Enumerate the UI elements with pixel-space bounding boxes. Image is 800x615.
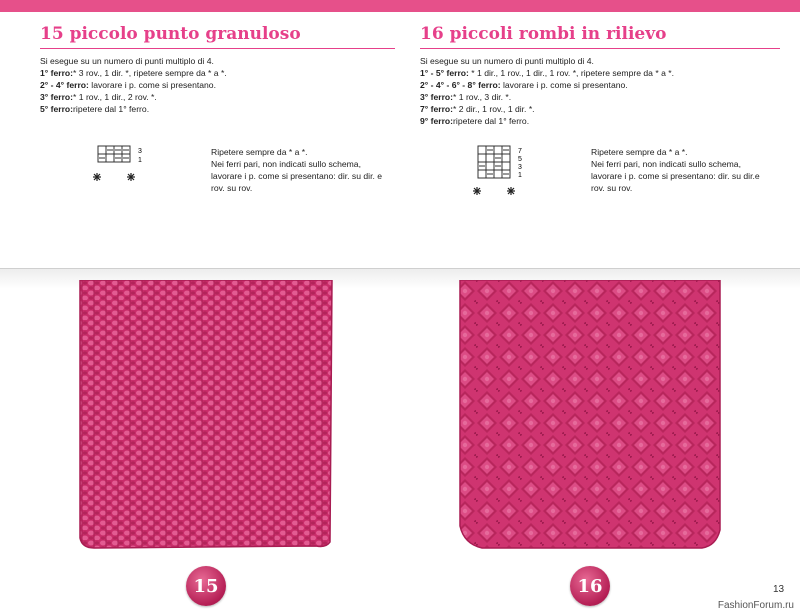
row-text: * 2 dir., 1 rov., 1 dir. *. [453, 104, 535, 114]
row-label: 7° ferro: [420, 104, 454, 114]
pattern-16-number-badge: 16 [570, 566, 610, 606]
pattern-15-number-badge: 15 [186, 566, 226, 606]
row-text: lavorare i p. come si presentano. [500, 80, 628, 90]
row-text: lavorare i p. come si presentano. [88, 80, 216, 90]
row-label: 3° ferro: [420, 92, 454, 102]
row-text: * 1 rov., 1 dir., 2 rov. *. [73, 92, 157, 102]
chart-row-number: 7 [518, 148, 522, 155]
row-label: 1° ferro: [40, 68, 74, 78]
title-underline [420, 48, 780, 49]
pattern-16-row-4 [420, 103, 780, 115]
row-label: 1° - 5° ferro: [420, 68, 469, 78]
row-text: ripetere dal 1° ferro. [73, 104, 150, 114]
chart-row-number: 1 [518, 172, 522, 179]
chart-row-number: 1 [138, 157, 142, 164]
row-label: 3° ferro: [40, 92, 74, 102]
pattern-16-note: Ripetere sempre da * a *. Nei ferri pari, non indicati sullo schema, lavorare i p. come si presentano: dir. su dir.e rov. su rov. [591, 147, 760, 193]
swatch-15-knit-sample [76, 280, 336, 552]
site-watermark: FashionForum.ru [717, 600, 794, 611]
title-underline [40, 48, 395, 49]
row-text: ripetere dal 1° ferro. [453, 116, 530, 126]
asterisk-icon [93, 173, 101, 181]
pattern-15-row-4 [40, 103, 395, 115]
asterisk-icon [473, 187, 481, 195]
top-color-bar [0, 0, 800, 12]
asterisk-icon [507, 187, 515, 195]
pattern-16-row-2 [420, 79, 780, 91]
pattern-15-section [40, 24, 395, 115]
row-label: 5° ferro: [40, 104, 74, 114]
chart-row-number: 3 [138, 148, 142, 155]
chart-row-number: 3 [518, 164, 522, 171]
chart-row-number: 5 [518, 156, 522, 163]
row-label: 2° - 4° ferro: [40, 80, 89, 90]
pattern-15-row-3 [40, 91, 395, 103]
pattern-15-note: Ripetere sempre da * a *. Nei ferri pari, non indicati sullo schema, lavorare i p. come si presentano: dir. su dir. e rov. su rov. [211, 147, 383, 193]
pattern-16-stitch-chart [470, 144, 530, 200]
pattern-16-section [420, 24, 780, 127]
pattern-15-title: 15 piccolo punto granuloso [40, 24, 301, 44]
asterisk-icon [127, 173, 135, 181]
row-label: 2° - 4° - 6° - 8° ferro: [420, 80, 501, 90]
pattern-16-title: 16 piccoli rombi in rilievo [420, 24, 667, 44]
pattern-16-row-5 [420, 115, 780, 127]
row-label: 9° ferro: [420, 116, 454, 126]
row-text: * 1 dir., 1 rov., 1 dir., 1 rov. *, ripetere sempre da * a *. [468, 68, 674, 78]
swatch-16-knit-sample [454, 280, 726, 552]
pattern-16-row-1 [420, 67, 780, 79]
page-number: 13 [773, 584, 785, 595]
pattern-15-intro: Si esegue su un numero di punti multiplo di 4. [40, 56, 214, 66]
pattern-16-row-3 [420, 91, 780, 103]
pattern-15-stitch-chart [92, 144, 152, 186]
pattern-16-intro: Si esegue su un numero di punti multiplo di 4. [420, 56, 594, 66]
pattern-15-row-2 [40, 79, 395, 91]
pattern-15-row-1 [40, 67, 395, 79]
row-text: * 3 rov., 1 dir. *, ripetere sempre da * a *. [73, 68, 227, 78]
row-text: * 1 rov., 3 dir. *. [453, 92, 512, 102]
